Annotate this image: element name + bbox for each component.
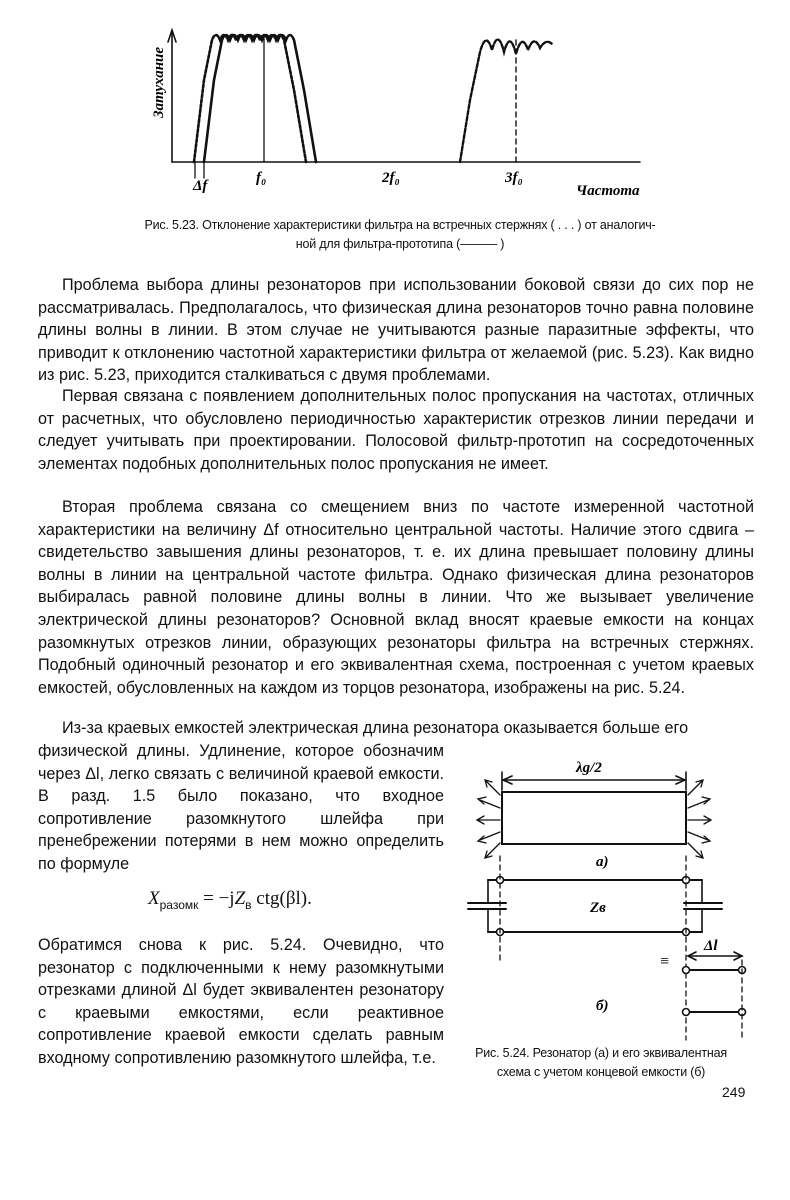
resonator-rect [502,792,686,844]
label-z: Zв [590,900,606,916]
label-a: а) [596,854,609,870]
stub-node-bl [683,1009,690,1016]
label-dl: Δl [704,938,718,954]
formula-x: X [148,888,160,909]
paragraph-4: Из-за краевых емкостей электрическая длина резонатора оказывается больше его [62,719,689,737]
column-text-1: физической длины. Удлинение, которое обозначим через Δl, легко связать с величиной краевой емкости. В разд. 1.5 было показано, что входное сопротивление разомкнутого шлейфа при пренебрежении потерями в нем можно определить по формуле [38,742,444,873]
figure-5-24-caption [448,1044,754,1082]
y-axis-label: Затухание [151,46,167,118]
tick-3f0: 3f₀ [505,170,523,186]
paragraph-3: Вторая проблема связана со смещением вниз по частоте измеренной частотной характеристики на величину Δf относительно центральной частоты. Наличие этого сдвига – свидетельство завышения длины резонаторов, т. е. их длина превышает половину длины волны в линии на центральной частоте фильтра. Однако физическая длина резонаторов выбиралась равной половине длины волны в линии. Что же вызывает увеличение электрической длины резонаторов? Основной вклад вносят краевые емкости на концах разомкнутых отрезков линии, образующих резонаторы фильтра на встречных стержнях. Подобный одиночный резонатор и его эквивалентная схема, построенная с учетом краевых емкостей, обусловленных на каждом из торцов резонатора, изображены на рис. 5.24. [38,498,754,697]
tick-df: Δf [193,178,208,194]
formula-eq: = −j [198,888,235,909]
figure-5-23-caption [70,216,730,254]
caption-line-2: ной для фильтра-прототипа (——— ) [295,237,505,251]
caption2-line-2: схема с учетом концевой емкости (б) [496,1065,706,1079]
fringe-arrows-right [688,780,711,858]
tick-2f0: 2f₀ [382,170,400,186]
formula-z-sub: в [245,897,252,912]
page-number: 249 [722,1084,746,1100]
formula [148,888,312,912]
label-equiv: ≡ [660,953,670,970]
spurious-band-curve [460,39,552,162]
paragraph-2: Первая связана с появлением дополнительных полос пропускания на частотах, отличных от расчетных, что обусловлено периодичностью характеристик отрезков линии передачи и следует учитывать при проектировании. Полосовой фильтр-прототип на сосредоточенных элементах подобных дополнительных полос пропускания не имеет. [38,387,754,473]
prototype-curve [204,35,316,162]
stub-node-tl [683,967,690,974]
x-axis-label: Частота [576,183,640,199]
label-lambda: λg/2 [576,760,602,776]
caption-line-1: Рис. 5.23. Отклонение характеристики фильтра на встречных стержнях ( . . . ) от аналогич- [144,218,656,232]
formula-x-sub: разомк [159,897,199,912]
column-text-2: Обратимся снова к рис. 5.24. Очевидно, что резонатор с подключенными к нему разомкнутыми отрезками длиной Δl будет эквивалентен резонатору с краевыми емкостями, если реактивное сопротивление краевой емкости сделать равным входному сопротивлению разомкнутого шлейфа, т.е. [38,936,444,1067]
paragraph-1: Проблема выбора длины резонаторов при использовании боковой связи до сих пор не рассматривалась. Предполагалось, что физическая длина резонаторов точно равна половине длины волны в линии. В этом случае не учитываются разные паразитные эффекты, что приводит к отклонению частотной характеристики фильтра от желаемой (рис. 5.23). Как видно из рис. 5.23, приходится сталкиваться с двумя проблемами. [38,276,754,385]
label-b: б) [596,998,609,1014]
formula-rhs: ctg(βl). [251,888,312,909]
caption2-line-1: Рис. 5.24. Резонатор (а) и его эквивалентная [475,1046,727,1060]
figure-5-24 [460,750,760,1050]
tick-f0: f₀ [256,170,267,186]
fringe-arrows-left [477,780,500,858]
figure-5-23 [0,0,790,210]
formula-z: Z [234,888,246,909]
